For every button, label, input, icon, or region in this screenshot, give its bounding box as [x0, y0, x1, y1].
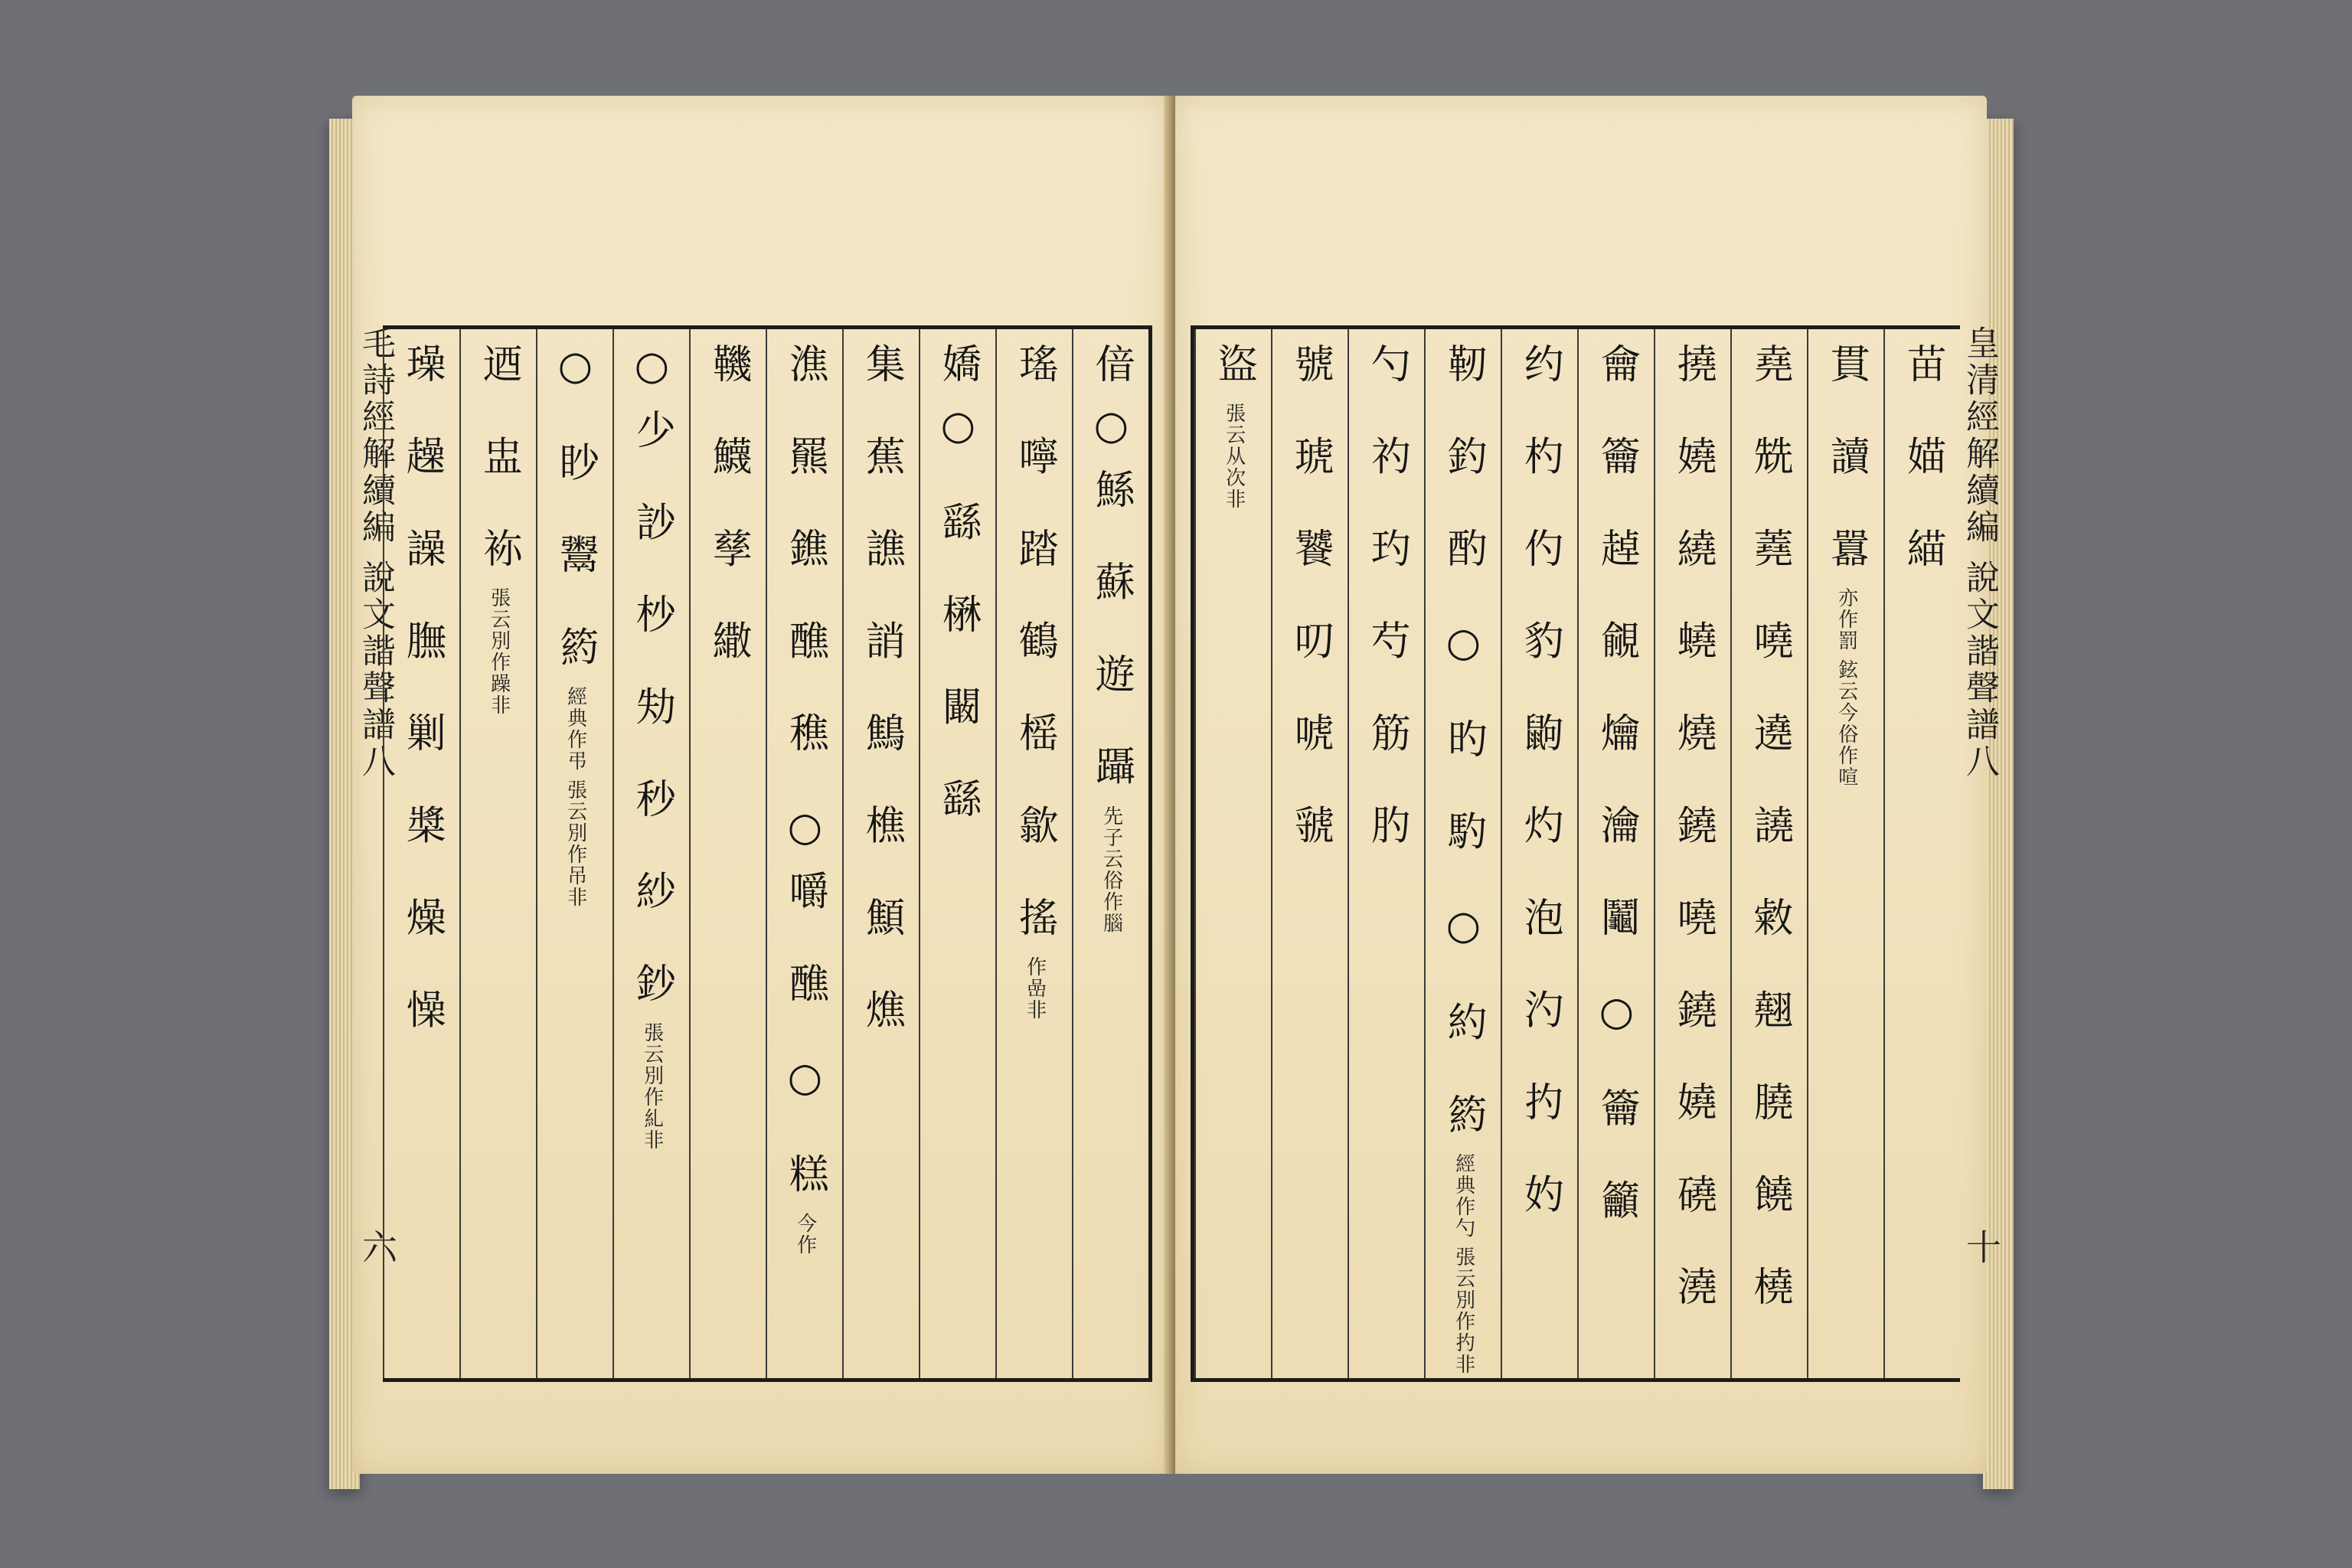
column-text: 约 杓 仢 豹 鼩 灼 泡 汋 扚 妁 [1517, 343, 1563, 1233]
left-page [352, 96, 1168, 1474]
column-text: 堯 兟 蕘 嘵 遶 譊 敹 翹 膮 饒 橈 [1746, 343, 1793, 1326]
column-text: ○少 訬 杪 劮 秒 紗 鈔 [629, 343, 675, 1023]
column-annotation: 先子云俗作腦 [1099, 805, 1123, 934]
column-annotation: 張云別作糺非 [640, 1022, 664, 1152]
left-page-number: 六 [357, 1229, 398, 1264]
right-page-number: 十 [1961, 1229, 2002, 1264]
column-text: 嬌○ 繇 楙 闞 繇 [935, 343, 982, 838]
text-column [919, 329, 995, 1378]
column-text: 貫 讀 囂 [1823, 343, 1870, 588]
column-annotation: 今作 [793, 1213, 817, 1256]
column-text: 瑤 嚀 踏 鶴 榣 歙 搖 [1011, 343, 1058, 957]
text-column [995, 329, 1072, 1378]
column-text: 潐 羆 鐎 醮 穛 ○嚼 醮 ○ 糕 [782, 343, 828, 1214]
right-page-margin-title: 皇清經解續編 說文諧聲譜八 [1960, 325, 1999, 780]
text-column [1271, 329, 1348, 1378]
left-page-text-frame [383, 325, 1152, 1382]
column-text: 龠 籥 趠 覦 爚 瀹 鬮 ○ 籥 籲 [1593, 343, 1640, 1240]
text-column [689, 329, 766, 1378]
column-text: 苗 媌 緢 [1900, 343, 1946, 588]
text-column [766, 329, 842, 1378]
text-column [842, 329, 919, 1378]
right-page-columns [1194, 329, 1960, 1378]
column-text: 號 琥 饕 叨 唬 虢 [1287, 343, 1334, 864]
right-page-text-frame [1191, 325, 1960, 1382]
text-column [1883, 329, 1960, 1378]
column-annotation: 張云从次非 [1222, 403, 1246, 510]
column-annotation: 作嵒非 [1023, 956, 1047, 1021]
column-text: 撓 嬈 繞 蟯 燒 鐃 嘵 鐃 嬈 磽 澆 [1670, 343, 1717, 1326]
text-column [1577, 329, 1654, 1378]
left-page-margin-title: 毛詩經解續編 說文諧聲譜八 [356, 325, 395, 780]
column-annotation: 經典作弔 張云別作吊非 [564, 685, 587, 908]
text-column [612, 329, 689, 1378]
column-text: 偣○鯀 蘇 遊 躡 [1088, 343, 1135, 805]
column-annotation: 張云別作躁非 [487, 587, 511, 717]
left-page-columns [383, 329, 1148, 1378]
column-text: 璪 趮 譟 膴 剿 槳 燥 懆 [399, 343, 446, 1049]
column-text: 勺 礿 玓 芍 筋 肑 [1364, 343, 1410, 864]
text-column [1194, 329, 1271, 1378]
text-column [1654, 329, 1730, 1378]
right-page [1175, 96, 2002, 1474]
text-column [1348, 329, 1424, 1378]
column-annotation: 經典作勺 張云別作扚非 [1452, 1153, 1475, 1376]
text-column [383, 329, 459, 1378]
text-column [1501, 329, 1577, 1378]
open-book [329, 96, 2014, 1497]
column-text: 迺 盅 袮 [475, 343, 522, 588]
column-text: ○ 眇 鬻 箹 [552, 343, 599, 686]
column-text: 鞿 鱴 孳 繖 [705, 343, 752, 680]
text-column [1424, 329, 1501, 1378]
column-text: 集 蕉 譙 誚 鷦 樵 顦 燋 [858, 343, 905, 1049]
text-column [459, 329, 536, 1378]
column-text: 盜 [1210, 343, 1257, 403]
column-annotation: 亦作罰 鉉云今俗作喧 [1834, 587, 1858, 789]
text-column [1730, 329, 1807, 1378]
column-text: 靭 釣 酌 ○ 旳 馰 ○ 約 箹 [1440, 343, 1487, 1154]
text-column [1072, 329, 1148, 1378]
text-column [1807, 329, 1883, 1378]
text-column [536, 329, 612, 1378]
